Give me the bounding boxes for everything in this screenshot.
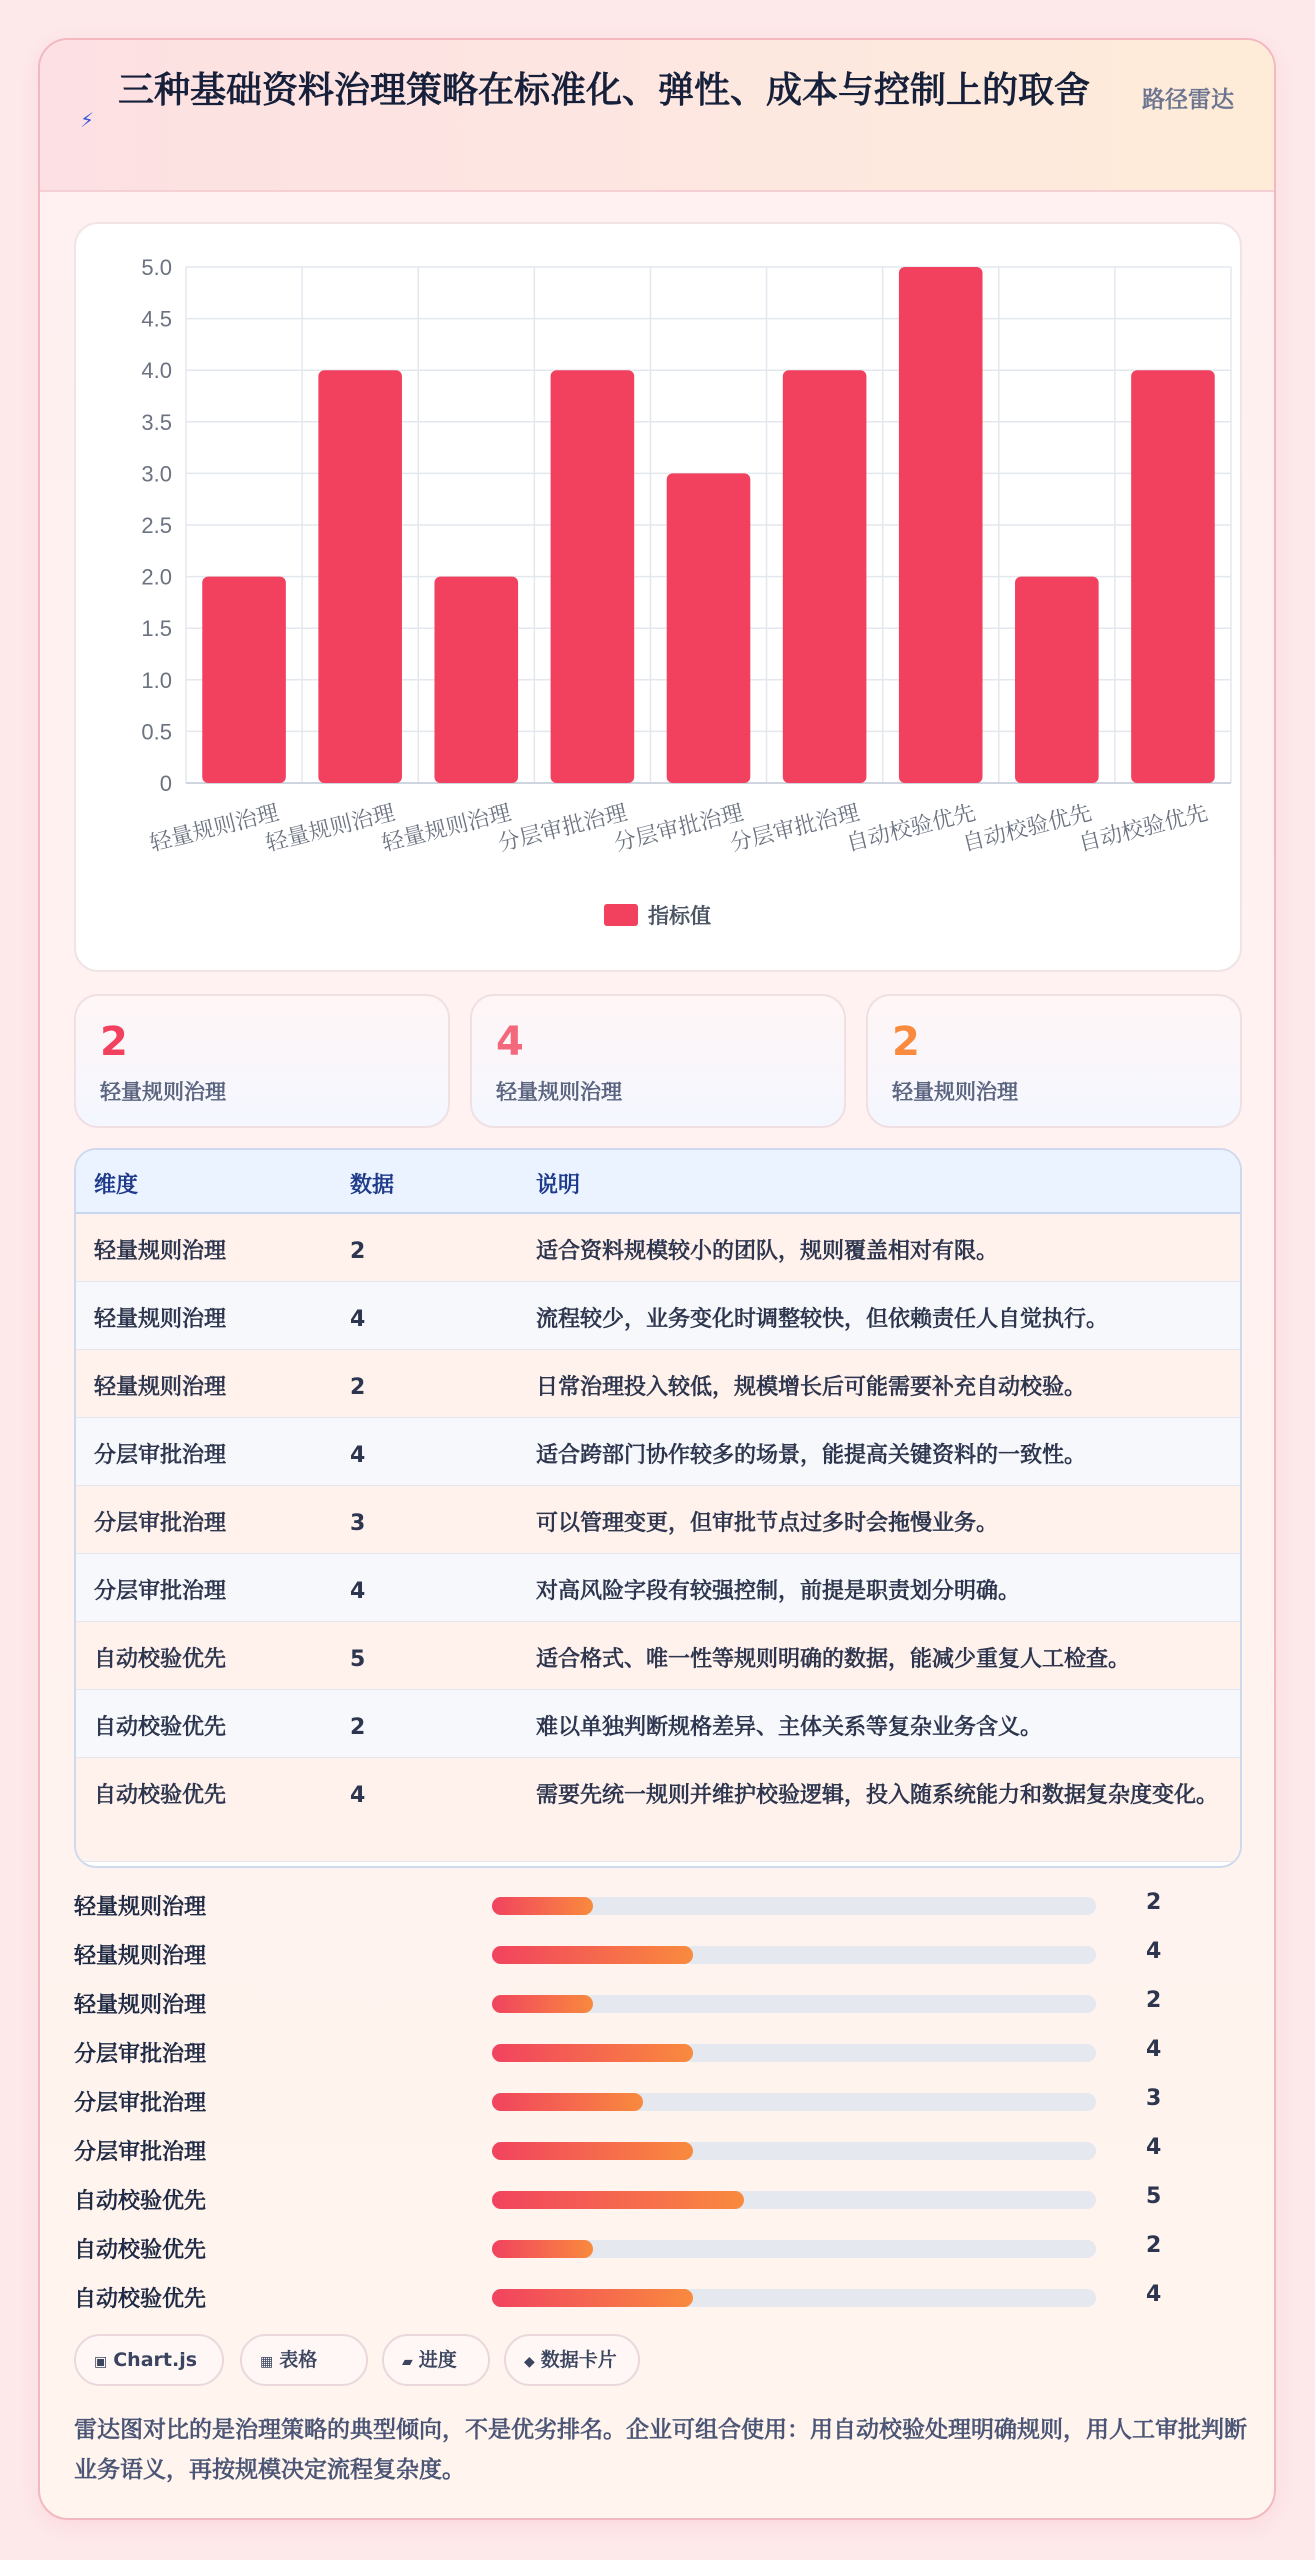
bar xyxy=(1131,370,1215,783)
bar-chart-panel xyxy=(74,222,1242,972)
x-tick-label: 轻量规则治理 xyxy=(263,800,398,857)
progress-row xyxy=(74,2272,1242,2321)
table-cell-value: 3 xyxy=(350,1511,366,1536)
stat-label: 轻量规则治理 xyxy=(892,1080,1018,1104)
progress-fill xyxy=(492,1897,593,1915)
progress-fill xyxy=(492,2240,593,2258)
table-row xyxy=(76,1418,1240,1486)
stat-label: 轻量规则治理 xyxy=(496,1080,622,1104)
tag-table[interactable] xyxy=(240,2334,368,2386)
stat-card xyxy=(74,994,450,1128)
table-cell-dimension: 自动校验优先 xyxy=(94,1783,227,1808)
progress-row xyxy=(74,2125,1242,2174)
progress-row xyxy=(74,2223,1242,2272)
progress-track xyxy=(492,2142,1096,2160)
progress-track xyxy=(492,2191,1096,2209)
stat-card xyxy=(866,994,1242,1128)
x-tick-label: 自动校验优先 xyxy=(960,800,1095,857)
progress-value: 4 xyxy=(1146,1939,1162,1964)
table-cell-description: 可以管理变更，但审批节点过多时会拖慢业务。 xyxy=(536,1511,999,1536)
table-row xyxy=(76,1282,1240,1350)
table-row xyxy=(76,1690,1240,1758)
progress-track xyxy=(492,2240,1096,2258)
progress-row xyxy=(74,1978,1242,2027)
progress-fill xyxy=(492,2142,693,2160)
table-row xyxy=(76,1350,1240,1418)
x-tick-label: 自动校验优先 xyxy=(1076,800,1211,857)
legend-swatch xyxy=(604,904,638,926)
bar xyxy=(899,267,983,783)
table-cell-value: 4 xyxy=(350,1579,366,1604)
y-tick-label: 2.5 xyxy=(141,513,172,538)
header-badge: 路径雷达 xyxy=(1142,87,1234,113)
bar xyxy=(1015,577,1099,783)
progress-row xyxy=(74,1880,1242,1929)
x-tick-label: 轻量规则治理 xyxy=(147,800,282,857)
progress-label: 自动校验优先 xyxy=(74,2189,207,2214)
progress-label: 轻量规则治理 xyxy=(74,1895,207,1920)
table-cell-description: 需要先统一规则并维护校验逻辑，投入随系统能力和数据复杂度变化。 xyxy=(536,1783,1219,1808)
progress-icon: ▰ xyxy=(402,2354,413,2370)
progress-label: 自动校验优先 xyxy=(74,2287,207,2312)
stat-value: 2 xyxy=(100,1019,128,1065)
table-cell-dimension: 轻量规则治理 xyxy=(94,1239,227,1264)
stat-label: 轻量规则治理 xyxy=(100,1080,226,1104)
bar xyxy=(434,577,518,783)
table-cell-value: 4 xyxy=(350,1783,366,1808)
progress-value: 2 xyxy=(1146,2233,1162,2258)
progress-fill xyxy=(492,1946,693,1964)
x-tick-label: 分层审批治理 xyxy=(727,800,863,857)
data-table xyxy=(74,1148,1242,1868)
table-cell-value: 2 xyxy=(350,1715,366,1740)
progress-label: 分层审批治理 xyxy=(74,2140,207,2165)
progress-value: 3 xyxy=(1146,2086,1162,2111)
bar xyxy=(783,370,867,783)
bar xyxy=(318,370,402,783)
page-title: 三种基础资料治理策略在标准化、弹性、成本与控制上的取舍 xyxy=(118,70,1091,111)
table-cell-dimension: 分层审批治理 xyxy=(94,1511,227,1536)
progress-value: 5 xyxy=(1146,2184,1162,2209)
table-cell-dimension: 自动校验优先 xyxy=(94,1647,227,1672)
x-tick-label: 分层审批治理 xyxy=(611,800,746,857)
y-tick-label: 3.0 xyxy=(141,461,172,487)
stat-value: 4 xyxy=(496,1019,524,1065)
lightning-icon: ⚡ xyxy=(80,108,95,132)
y-tick-label: 0 xyxy=(159,771,172,796)
y-tick-label: 3.5 xyxy=(141,409,172,435)
y-tick-label: 4.0 xyxy=(141,358,172,384)
progress-label: 自动校验优先 xyxy=(74,2238,207,2263)
y-tick-label: 0.5 xyxy=(141,719,172,745)
bar xyxy=(551,370,635,783)
table-cell-dimension: 分层审批治理 xyxy=(94,1579,227,1604)
chart-icon: ▣ xyxy=(94,2354,108,2370)
progress-fill xyxy=(492,2093,643,2111)
progress-value: 2 xyxy=(1146,1988,1162,2013)
table-row xyxy=(76,1486,1240,1554)
table-header-description: 说明 xyxy=(536,1173,581,1198)
table-row xyxy=(76,1622,1240,1690)
table-cell-description: 适合跨部门协作较多的场景，能提高关键资料的一致性。 xyxy=(536,1443,1087,1468)
bar xyxy=(202,577,286,783)
progress-row xyxy=(74,2027,1242,2076)
table-cell-value: 4 xyxy=(350,1307,366,1332)
table-cell-description: 适合资料规模较小的团队，规则覆盖相对有限。 xyxy=(536,1239,999,1264)
stat-card xyxy=(470,994,846,1128)
progress-track xyxy=(492,2093,1096,2111)
progress-row xyxy=(74,1929,1242,1978)
tag-progress[interactable] xyxy=(382,2334,490,2386)
y-tick-label: 4.5 xyxy=(141,306,172,332)
progress-track xyxy=(492,2044,1096,2062)
footnote: 雷达图对比的是治理策略的典型倾向，不是优劣排名。企业可组合使用：用自动校验处理明确规则，用人工审批判断业务语义，再按规模决定流程复杂度。 xyxy=(74,2417,1247,2483)
progress-track xyxy=(492,2289,1096,2307)
progress-fill xyxy=(492,2191,744,2209)
progress-row xyxy=(74,2174,1242,2223)
table-row xyxy=(76,1214,1240,1282)
dashboard-card xyxy=(38,38,1276,2520)
progress-value: 4 xyxy=(1146,2282,1162,2307)
progress-fill xyxy=(492,2289,693,2307)
table-cell-dimension: 轻量规则治理 xyxy=(94,1307,227,1332)
progress-value: 2 xyxy=(1146,1890,1162,1915)
y-tick-label: 2.0 xyxy=(141,564,172,590)
progress-track xyxy=(492,1897,1096,1915)
progress-fill xyxy=(492,1995,593,2013)
progress-value: 4 xyxy=(1146,2135,1162,2160)
table-cell-description: 日常治理投入较低，规模增长后可能需要补充自动校验。 xyxy=(536,1375,1087,1400)
table-cell-description: 难以单独判断规格差异、主体关系等复杂业务含义。 xyxy=(536,1715,1043,1740)
bar-chart xyxy=(76,224,1244,974)
progress-value: 4 xyxy=(1146,2037,1162,2062)
table-cell-value: 2 xyxy=(350,1239,366,1264)
tag-chart[interactable] xyxy=(74,2334,224,2386)
progress-track xyxy=(492,1995,1096,2013)
tag-label: Chart.js xyxy=(113,2349,198,2371)
table-cell-description: 适合格式、唯一性等规则明确的数据，能减少重复人工检查。 xyxy=(536,1647,1131,1672)
progress-label: 分层审批治理 xyxy=(74,2042,207,2067)
table-cell-dimension: 轻量规则治理 xyxy=(94,1375,227,1400)
table-row xyxy=(76,1554,1240,1622)
x-tick-label: 自动校验优先 xyxy=(844,800,979,857)
table-header-dimension: 维度 xyxy=(94,1173,139,1198)
progress-track xyxy=(492,1946,1096,1964)
progress-label: 轻量规则治理 xyxy=(74,1944,207,1969)
header xyxy=(40,40,1274,192)
table-cell-description: 对高风险字段有较强控制，前提是职责划分明确。 xyxy=(536,1579,1021,1604)
progress-label: 分层审批治理 xyxy=(74,2091,207,2116)
table-cell-value: 4 xyxy=(350,1443,366,1468)
legend-label: 指标值 xyxy=(648,904,711,928)
y-tick-label: 1.5 xyxy=(141,616,172,642)
progress-label: 轻量规则治理 xyxy=(74,1993,207,2018)
stat-value: 2 xyxy=(892,1019,920,1065)
table-header xyxy=(76,1150,1240,1214)
table-cell-value: 2 xyxy=(350,1375,366,1400)
table-header-value: 数据 xyxy=(350,1173,395,1198)
tag-label: 数据卡片 xyxy=(540,2349,617,2371)
tag-label: 进度 xyxy=(418,2349,457,2371)
card-icon: ◆ xyxy=(524,2354,535,2370)
progress-fill xyxy=(492,2044,693,2062)
table-icon: ▦ xyxy=(260,2354,274,2370)
table-cell-dimension: 分层审批治理 xyxy=(94,1443,227,1468)
table-cell-value: 5 xyxy=(350,1647,366,1672)
x-tick-label: 轻量规则治理 xyxy=(379,800,514,857)
y-tick-label: 5.0 xyxy=(141,255,172,280)
x-tick-label: 分层审批治理 xyxy=(495,800,630,857)
y-tick-label: 1.0 xyxy=(141,667,172,693)
table-cell-description: 流程较少，业务变化时调整较快，但依赖责任人自觉执行。 xyxy=(536,1307,1109,1332)
tag-label: 表格 xyxy=(279,2349,318,2371)
bar xyxy=(667,473,751,783)
table-cell-dimension: 自动校验优先 xyxy=(94,1715,227,1740)
tag-card[interactable] xyxy=(504,2334,640,2386)
table-row xyxy=(76,1758,1240,1862)
progress-row xyxy=(74,2076,1242,2125)
